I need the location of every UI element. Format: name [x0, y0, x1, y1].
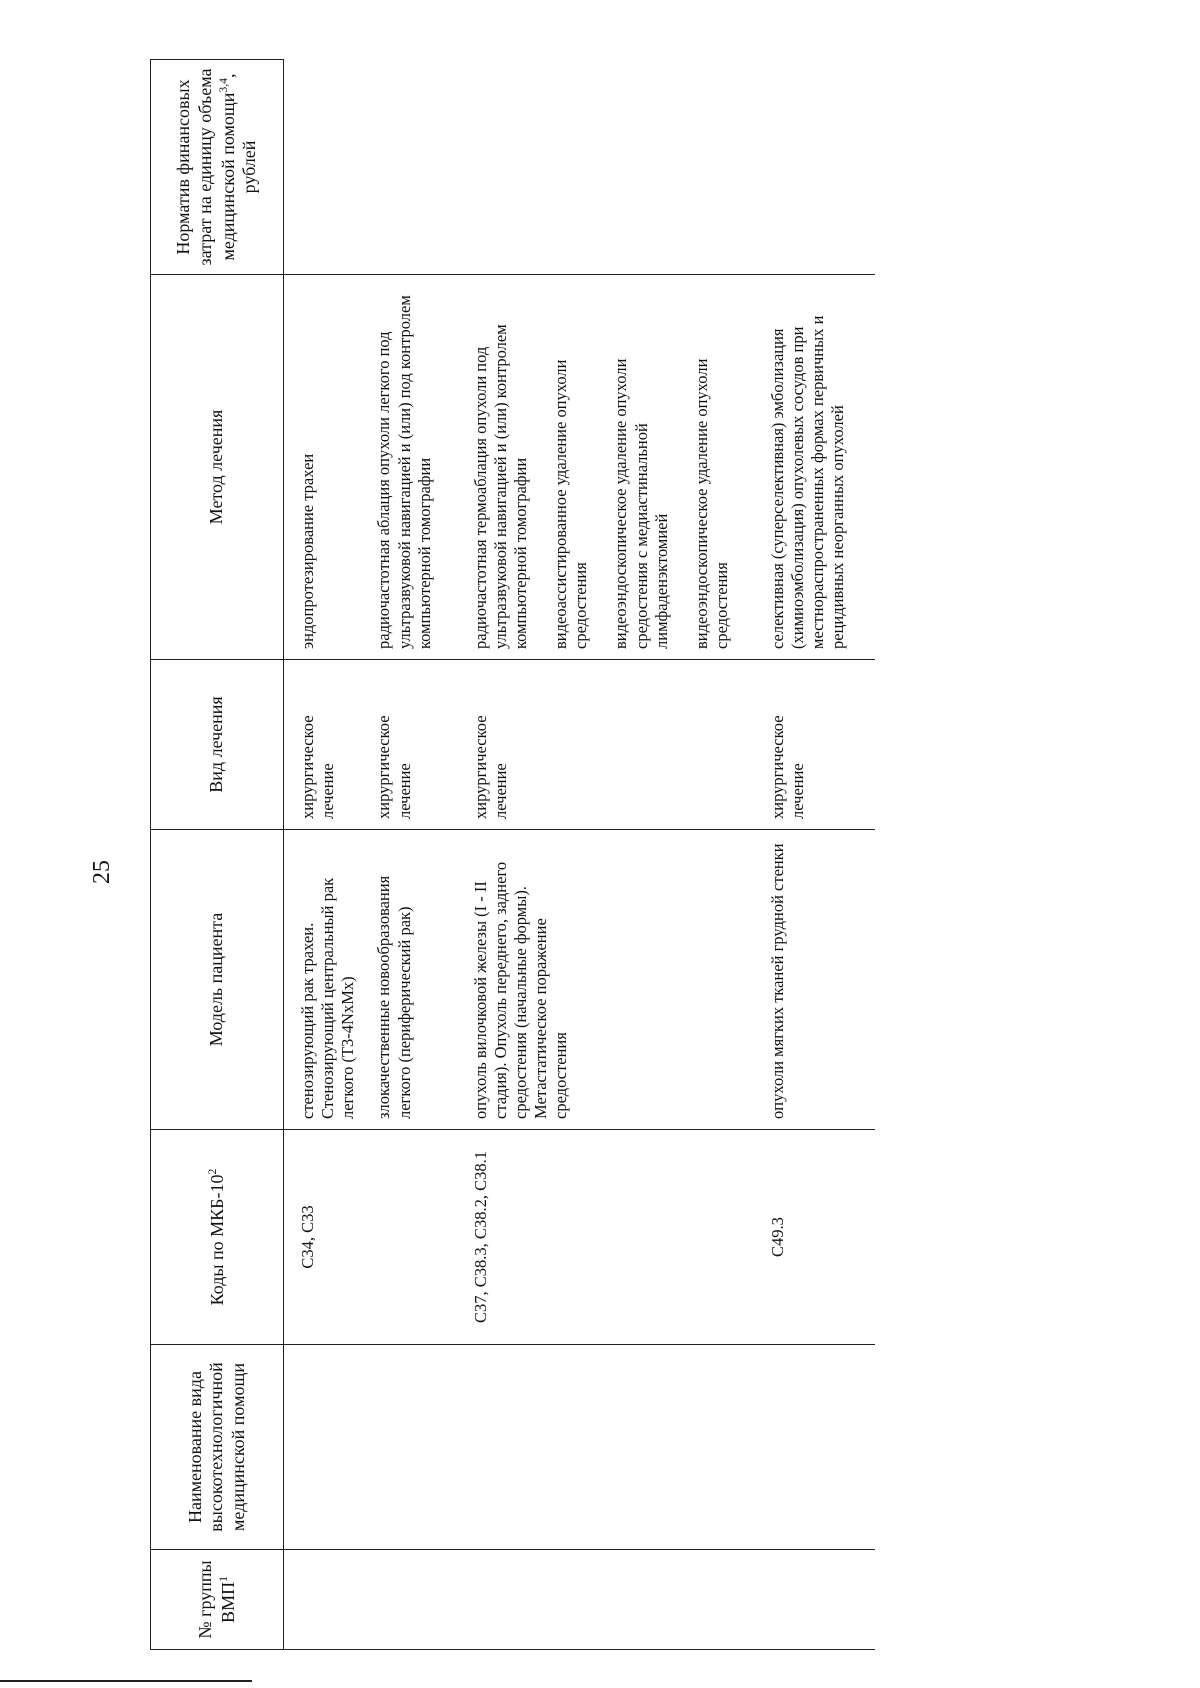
cell-vmp-name — [461, 1345, 758, 1550]
cell-group-no — [284, 1550, 365, 1650]
bottom-rule — [0, 1680, 252, 1682]
cell-method — [284, 275, 365, 660]
cell-model: опухоли мягких тканей грудной стенки — [758, 830, 875, 1130]
method-item: радиочастотная термоаблация опухоли под ультразвуковой навигацией и (или) контролем компьютерной томографии — [470, 324, 530, 649]
method-item: видеоэндоскопическое удаление опухоли средостения с медиастинальной лимфаденэктомией — [611, 358, 671, 649]
cell-codes: C49.3 — [758, 1130, 875, 1345]
header-icd-codes: Коды по МКБ-$10^2$ — [151, 1130, 284, 1345]
header-group-no: № группы ВМП$^1$ — [151, 1550, 284, 1650]
method-item: эндопротезирование трахеи — [298, 453, 317, 649]
cell-model: опухоль вилочковой железы (I - II стадия). Опухоль переднего, заднего средостения (начальные формы). Метастатическое поражение средостения — [461, 830, 758, 1130]
cell-model: злокачественные новообразования легкого (периферический рак) — [364, 830, 460, 1130]
page-number: 25 — [89, 860, 115, 884]
vmp-table — [150, 59, 875, 1650]
cell-codes: C37, C38.3, C38.2, C38.1 — [461, 1130, 758, 1345]
table-header — [151, 60, 284, 1650]
header-treatment-type: Вид лечения — [151, 660, 284, 830]
method-item: видеоэндоскопическое удаление опухоли средостения — [691, 358, 731, 649]
table-row — [461, 60, 758, 1650]
cell-cost — [758, 60, 875, 275]
cell-vmp-name — [364, 1345, 460, 1550]
cell-method — [364, 275, 460, 660]
cell-type: хирургическое лечение — [461, 660, 758, 830]
method-item: селективная (суперселективная) эмболизация (химиоэмболизация) опухолевых сосудов при местнораспространенных формах первичных и рецидивных неорганных опухолей — [768, 315, 848, 649]
header-patient-model: Модель пациента — [151, 830, 284, 1130]
method-item: радиочастотная аблация опухоли легкого под ультразвуковой навигацией и (или) под контролем компьютерной томографии — [374, 295, 434, 649]
cell-type: хирургическое лечение — [758, 660, 875, 830]
cell-group-no — [461, 1550, 758, 1650]
cell-method — [461, 275, 758, 660]
cell-codes: C34, C33 — [284, 1130, 365, 1345]
cell-vmp-name — [284, 1345, 365, 1550]
cell-method — [758, 275, 875, 660]
cell-cost — [364, 60, 460, 275]
rotated-page-content — [150, 60, 1070, 1650]
cell-cost — [461, 60, 758, 275]
header-cost-norm: Норматив финансовых затрат на единицу объема медицинской помощи$^{3,4}$, рублей — [151, 60, 284, 275]
cell-model: стенозирующий рак трахеи. Стенозирующий центральный рак легкого (T3-4NxMx) — [284, 830, 365, 1130]
header-treatment-method: Метод лечения — [151, 275, 284, 660]
cell-vmp-name — [758, 1345, 875, 1550]
header-vmp-name: Наименование вида высокотехнологичной медицинской помощи — [151, 1345, 284, 1550]
cell-codes — [364, 1130, 460, 1345]
cell-group-no — [364, 1550, 460, 1650]
cell-group-no — [758, 1550, 875, 1650]
method-item: видеоассистированное удаление опухоли средостения — [551, 359, 591, 649]
cell-type: хирургическое лечение — [284, 660, 365, 830]
cell-cost — [284, 60, 365, 275]
table-row — [284, 60, 365, 1650]
table-row — [758, 60, 875, 1650]
cell-type: хирургическое лечение — [364, 660, 460, 830]
table-row — [364, 60, 460, 1650]
